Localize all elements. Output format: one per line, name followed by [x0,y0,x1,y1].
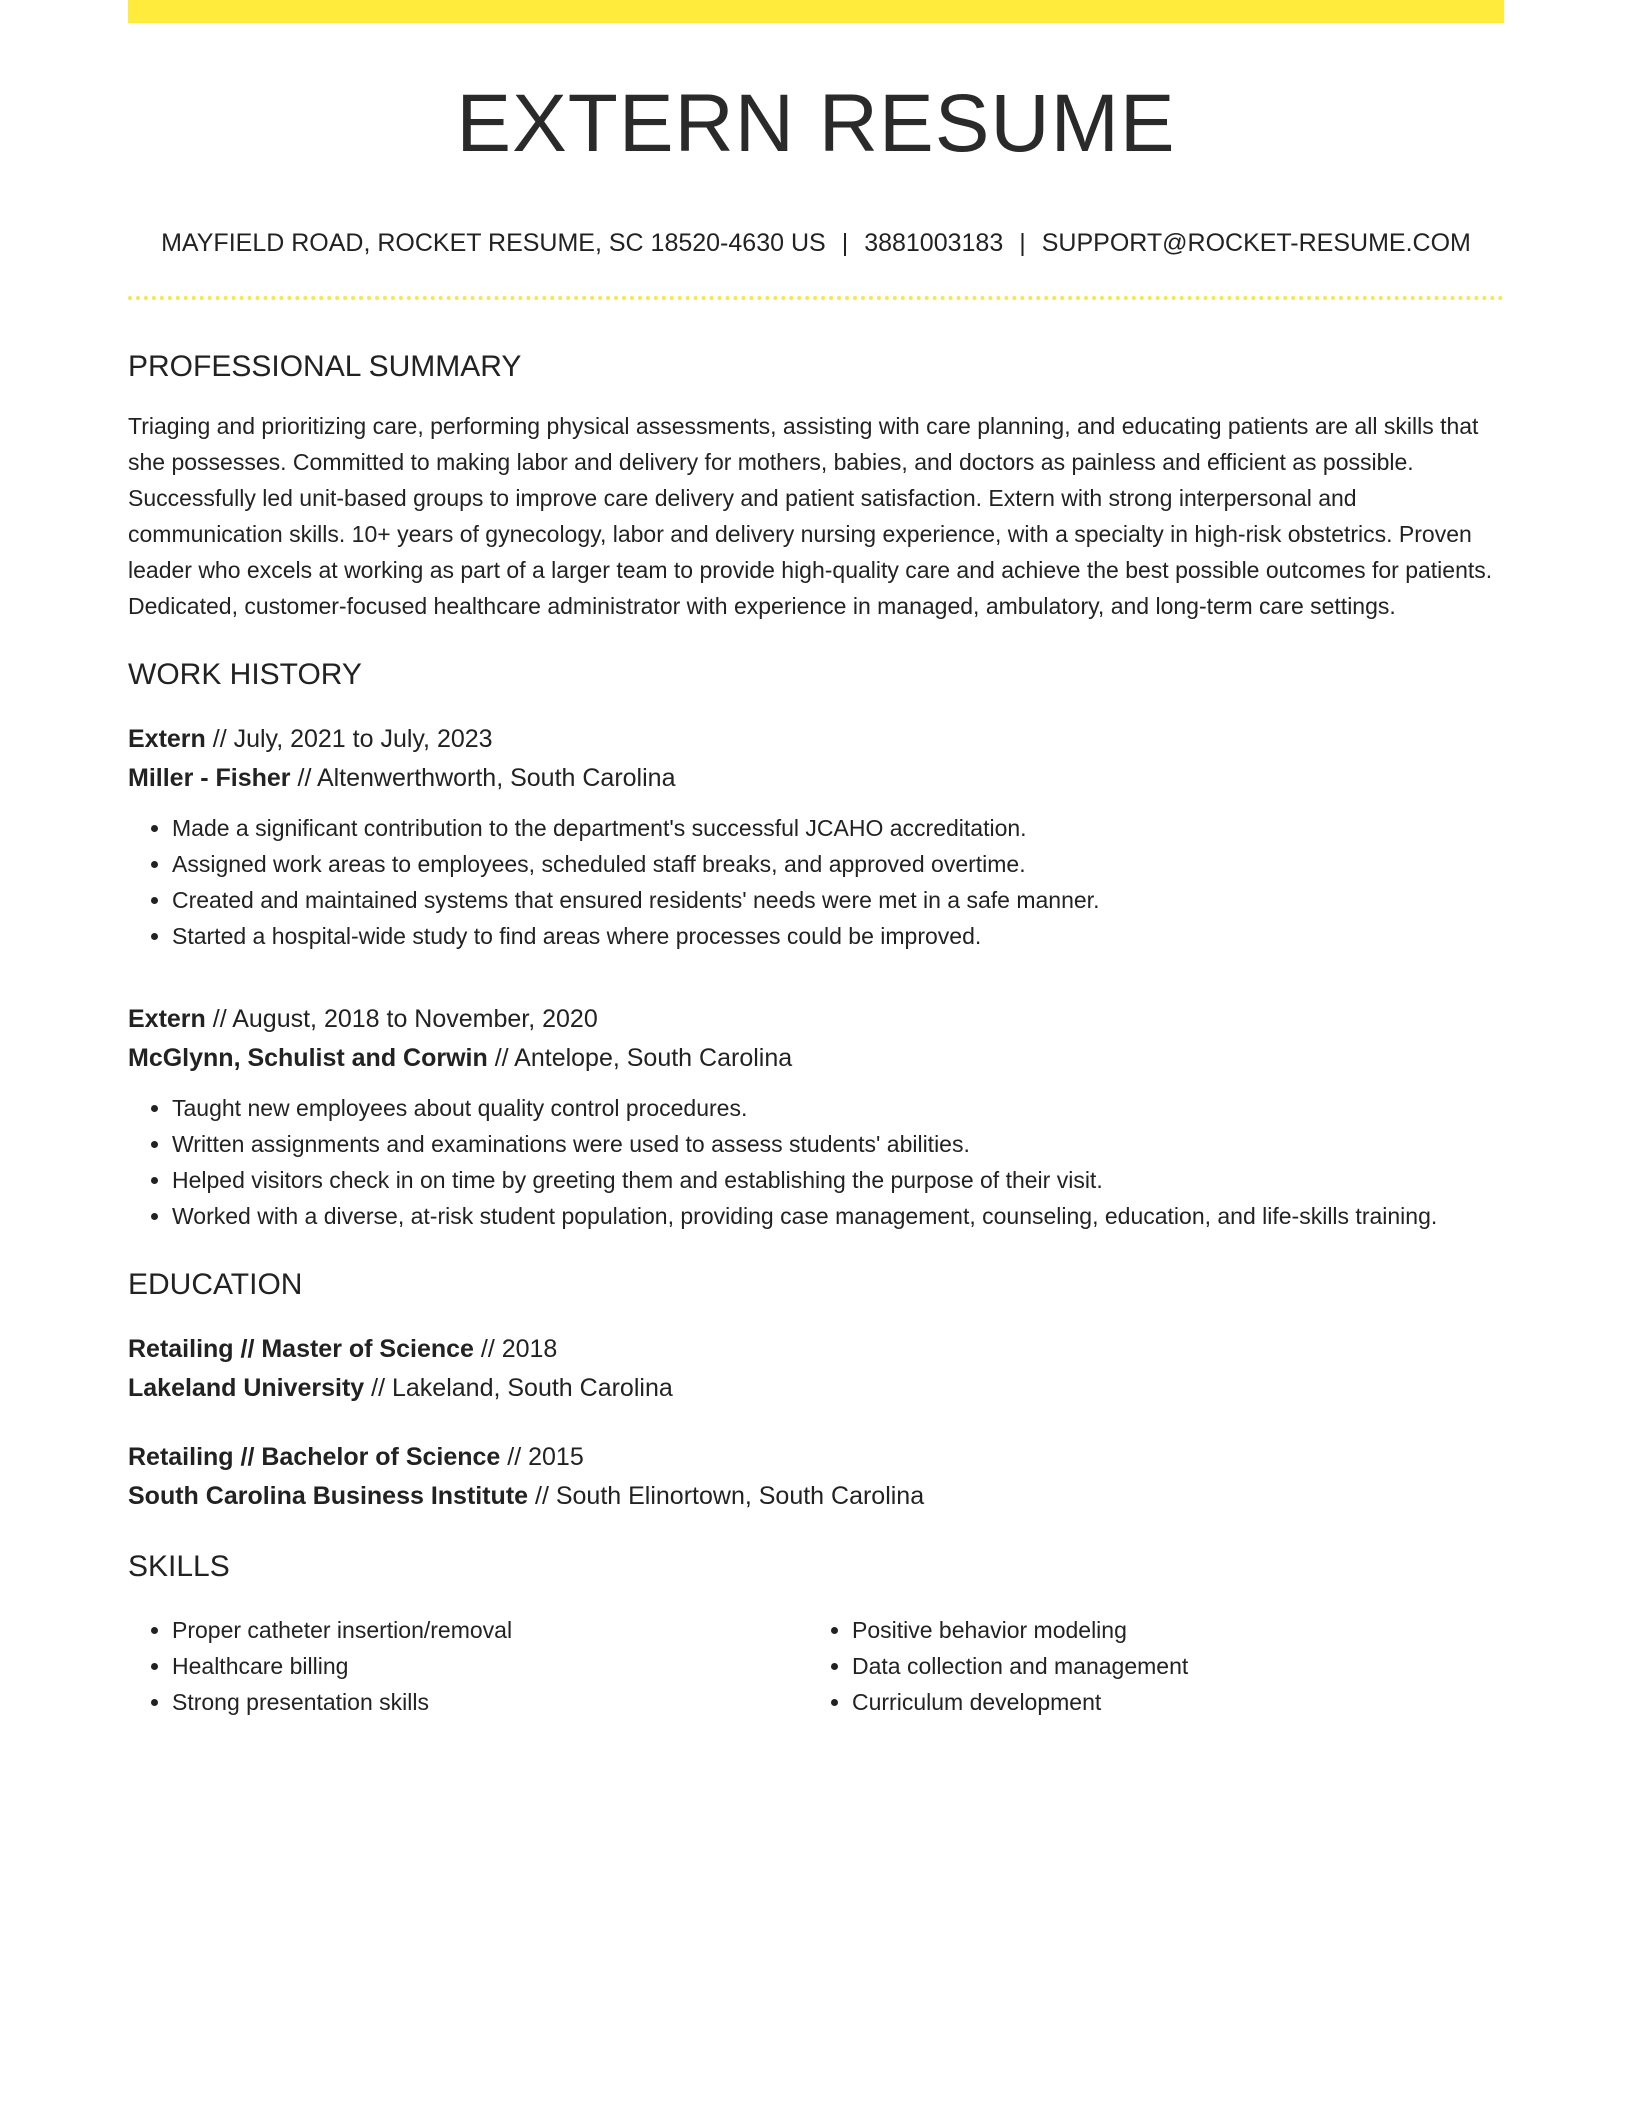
education-degree-line [128,1438,1504,1477]
job-company-line [128,1039,1504,1078]
education-school-line [128,1477,1504,1516]
job-bullets [128,810,1504,954]
list-item: • Strong presentation skills [172,1684,808,1720]
education-degree-line [128,1330,1504,1369]
contact-separator: | [1019,229,1026,257]
job-role: Extern [128,725,206,753]
job-role-line [128,720,1504,759]
job-dates: // August, 2018 to November, 2020 [205,1005,598,1033]
top-accent-bar [128,0,1504,23]
job-location: // Antelope, South Carolina [487,1044,793,1072]
list-item: • Written assignments and examinations were used to assess students' abilities. [172,1126,1504,1162]
resume-title: EXTERN RESUME [456,78,1176,169]
list-item: • Made a significant contribution to the department's successful JCAHO accreditation. [172,810,1504,846]
list-item: • Healthcare billing [172,1648,808,1684]
list-item: • Curriculum development [852,1684,1488,1720]
education-school-line [128,1369,1504,1408]
job-entry [128,1000,1504,1234]
job-location: // Altenwerthworth, South Carolina [290,764,676,792]
education-year: // 2018 [473,1335,558,1363]
job-role: Extern [128,1005,206,1033]
education-degree: Retailing // Bachelor of Science [128,1443,501,1471]
education-degree: Retailing // Master of Science [128,1335,474,1363]
skills-heading: SKILLS [128,1550,230,1583]
work-history-heading: WORK HISTORY [128,658,362,691]
education-school: South Carolina Business Institute [128,1482,529,1510]
job-bullets [128,1090,1504,1234]
job-company: Miller - Fisher [128,764,291,792]
education-entry [128,1330,1504,1408]
job-dates: // July, 2021 to July, 2023 [205,725,493,753]
contact-address: MAYFIELD ROAD, ROCKET RESUME, SC 18520-4630 US [161,229,826,257]
summary-text: Triaging and prioritizing care, performing physical assessments, assisting with care planning, and educating patients are all skills that she possesses. Committed to making labor and delivery for mothers, babies, and doctors as painless and efficient as possible. Successfully led unit-based groups to improve care delivery and patient satisfaction. Extern with strong interpersonal and communication skills. 10+ years of gynecology, labor and delivery nursing experience, with a specialty in high-risk obstetrics. Proven leader who excels at working as part of a larger team to provide high-quality care and achieve the best possible outcomes for patients. Dedicated, customer-focused healthcare administrator with experience in managed, ambulatory, and long-term care settings. [128,413,1493,619]
job-company: McGlynn, Schulist and Corwin [128,1044,488,1072]
education-heading: EDUCATION [128,1268,303,1301]
list-item: • Started a hospital-wide study to find areas where processes could be improved. [172,918,1504,954]
job-company-line [128,759,1504,798]
list-item: • Helped visitors check in on time by greeting them and establishing the purpose of their visit. [172,1162,1504,1198]
education-entry [128,1438,1504,1516]
list-item: • Worked with a diverse, at-risk student population, providing case management, counseling, education, and life-skills training. [172,1198,1504,1234]
education-location: // South Elinortown, South Carolina [528,1482,925,1510]
skills-grid [128,1612,1504,1720]
summary-heading: PROFESSIONAL SUMMARY [128,350,522,383]
contact-phone: 3881003183 [864,229,1004,257]
education-year: // 2015 [500,1443,584,1471]
dotted-divider [128,296,1504,300]
job-entry [128,720,1504,954]
list-item: • Positive behavior modeling [852,1612,1488,1648]
skills-column-left [128,1612,808,1720]
education-location: // Lakeland, South Carolina [364,1374,673,1402]
list-item: • Proper catheter insertion/removal [172,1612,808,1648]
list-item: • Data collection and management [852,1648,1488,1684]
list-item: • Assigned work areas to employees, scheduled staff breaks, and approved overtime. [172,846,1504,882]
list-item: • Created and maintained systems that ensured residents' needs were met in a safe manner. [172,882,1504,918]
contact-line [128,231,1504,256]
skills-column-right [808,1612,1488,1720]
job-role-line [128,1000,1504,1039]
education-school: Lakeland University [128,1374,365,1402]
contact-email: SUPPORT@ROCKET-RESUME.COM [1041,229,1471,257]
resume-page [128,0,1504,1720]
contact-separator: | [841,229,849,257]
list-item: • Taught new employees about quality control procedures. [172,1090,1504,1126]
